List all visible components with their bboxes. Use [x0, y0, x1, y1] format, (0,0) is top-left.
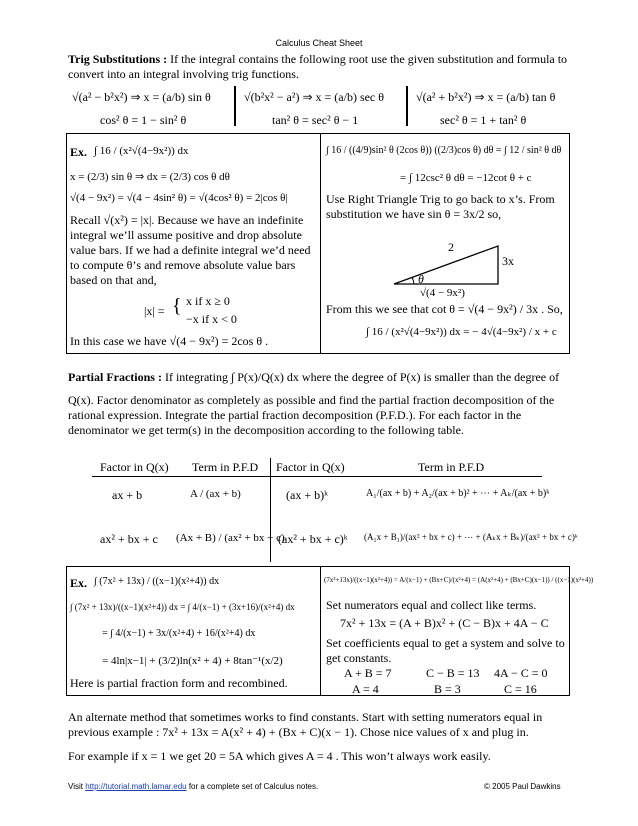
trig-sub-col3-identity: sec² θ = 1 + tan² θ	[440, 113, 527, 127]
ex2-label: Ex.	[70, 576, 88, 590]
pf-table-r1c3: (ax + b)ᵏ	[286, 488, 328, 502]
trig-sub-divider-2	[406, 86, 408, 126]
pf-table-r2c3: (ax² + bx + c)ᵏ	[278, 532, 348, 546]
ex1-integral: ∫ 16 / (x²√(4−9x²)) dx	[94, 145, 189, 157]
triangle-adjacent-label: √(4 − 9x²)	[420, 287, 465, 299]
ex2-coefficients-text: Set coefficients equal to get a system and solve to get constants.	[326, 636, 565, 665]
pf-table-header-1: Factor in Q(x)	[100, 460, 169, 474]
pf-table-r1c2: A / (ax + b)	[190, 488, 241, 500]
pf-table-divider	[270, 458, 271, 562]
alt-example-text: For example if x = 1 we get 20 = 5A which gives A = 4 . This won’t always work easily.	[68, 749, 491, 763]
trig-sub-divider-1	[234, 86, 236, 126]
alt-method-text: An alternate method that sometimes works to find constants. Start with setting numerators equal in previous example : 7x² + 13x = A(x² + 4) + (Bx + C)(x − 1). Chose nice values of x and plug in.	[68, 710, 543, 739]
ex2-step-2: = ∫ 4/(x−1) + 3x/(x²+4) + 16/(x²+4) dx	[102, 628, 256, 639]
trig-sub-heading: Trig Substitutions :	[68, 52, 168, 66]
footer-visit	[68, 782, 318, 791]
pf-example-divider	[320, 566, 321, 696]
pf-table-r2c2: (Ax + B) / (ax² + bx + c)	[176, 532, 285, 544]
trig-sub-col2-identity: tan² θ = sec² θ − 1	[272, 113, 359, 127]
trig-sub-col1-identity: cos² θ = 1 − sin² θ	[100, 113, 187, 127]
trig-example-divider	[320, 133, 321, 354]
ex1-conclusion: In this case we have √(4 − 9x²) = 2cos θ .	[70, 334, 269, 348]
ex2-integral: ∫ (7x² + 13x) / ((x−1)(x²+4)) dx	[94, 576, 220, 587]
trig-sub-intro	[68, 52, 568, 82]
ex2-value-a: A = 4	[352, 682, 379, 696]
footer-copyright: © 2005 Paul Dawkins	[484, 782, 561, 791]
footer-visit-label: Visit	[68, 782, 83, 791]
pf-table-r1c1: ax + b	[112, 488, 143, 502]
triangle-opposite-label: 3x	[502, 254, 514, 268]
ex1-right-text: Use Right Triangle Trig to go back to x’s. From substitution we have sin θ = 3x/2 so,	[326, 192, 555, 221]
ex2-pfd-form: (7x²+13x)/((x−1)(x²+4)) = A/(x−1) + (Bx+C)/(x²+4) = (A(x²+4) + (Bx+C)(x−1)) / ((x−1)(x²+4))	[324, 576, 594, 584]
trig-sub-col1-sub: √(a² − b²x²) ⇒ x = (a/b) sin θ	[72, 90, 211, 104]
ex1-label: Ex.	[70, 145, 88, 159]
ex1-right-step-2: = ∫ 12csc² θ dθ = −12cot θ + c	[400, 172, 532, 184]
ex2-value-c: C = 16	[504, 682, 537, 696]
ex1-substitution: x = (2/3) sin θ ⇒ dx = (2/3) cos θ dθ	[70, 171, 230, 183]
triangle-angle-label: θ	[418, 272, 424, 286]
ex1-abs-brace: {	[172, 295, 182, 317]
footer-link[interactable]: http://tutorial.math.lamar.edu	[85, 782, 187, 791]
trig-sub-col3-sub: √(a² + b²x²) ⇒ x = (a/b) tan θ	[416, 90, 556, 104]
pf-intro-1	[68, 370, 568, 385]
ex2-system-1: A + B = 7	[344, 666, 392, 680]
ex2-system-2: C − B = 13	[426, 666, 480, 680]
ex1-right-step-1: ∫ 16 / ((4/9)sin² θ (2cos θ)) ((2/3)cos θ) dθ = ∫ 12 / sin² θ dθ	[326, 145, 562, 156]
trig-sub-col2-sub: √(b²x² − a²) ⇒ x = (a/b) sec θ	[244, 90, 385, 104]
pf-table-r2c1: ax² + bx + c	[100, 532, 158, 546]
ex2-value-b: B = 3	[434, 682, 461, 696]
pf-intro-1-text: If integrating ∫ P(x)/Q(x) dx where the degree of P(x) is smaller than the degree of	[164, 370, 560, 384]
ex1-root-simplify: √(4 − 9x²) = √(4 − 4sin² θ) = √(4cos² θ) = 2|cos θ|	[70, 192, 288, 204]
triangle-hypotenuse-label: 2	[448, 240, 454, 254]
trig-sub-intro-text: If the integral contains the following root use the given substitution and formula to convert into an integral involving trig functions.	[68, 52, 568, 81]
ex1-right-result: ∫ 16 / (x²√(4−9x²)) dx = − 4√(4−9x²) / x + c	[366, 326, 557, 338]
ex1-right-cot: From this we see that cot θ = √(4 − 9x²) / 3x . So,	[326, 302, 563, 316]
ex2-step-1: ∫ (7x² + 13x)/((x−1)(x²+4)) dx = ∫ 4/(x−1) + (3x+16)/(x²+4) dx	[70, 602, 295, 612]
ex1-abs-case-2: −x if x < 0	[186, 312, 237, 326]
pf-table-r1c4: A₁/(ax + b) + A₂/(ax + b)² + ⋯ + Aₖ/(ax + b)ᵏ	[366, 488, 550, 499]
triangle-shape	[394, 246, 498, 284]
pf-heading: Partial Fractions :	[68, 370, 162, 384]
page-header: Calculus Cheat Sheet	[275, 38, 363, 48]
ex1-recall-text: Recall √(x²) = |x|. Because we have an indefinite integral we’ll assume positive and drop absolute value bars. If we had a definite integral we’d need to compute θ’s and remove absolute value bars based on that and,	[70, 213, 311, 287]
ex2-step-4: Here is partial fraction form and recombined.	[70, 676, 288, 690]
ex1-abs-lhs: |x| =	[144, 304, 165, 318]
pf-table-header-2: Term in P.F.D	[192, 460, 259, 474]
ex2-system-3: 4A − C = 0	[494, 666, 548, 680]
ex2-step-3: = 4ln|x−1| + (3/2)ln(x² + 4) + 8tan⁻¹(x/2)	[102, 655, 283, 667]
pf-intro-2: Q(x). Factor denominator as completely as possible and find the partial fraction decomposition of the rational expression. Integrate the partial fraction decomposition (P.F.D.). For each factor in the denominator we get term(s) in the decomposition according to the following table.	[68, 393, 555, 437]
angle-arc	[412, 277, 414, 284]
footer-rest: for a complete set of Calculus notes.	[188, 782, 319, 791]
ex2-numerators-text: Set numerators equal and collect like terms.	[326, 598, 537, 612]
pf-table-r2c4: (A₁x + B₁)/(ax² + bx + c) + ⋯ + (Aₖx + Bₖ)/(ax² + bx + c)ᵏ	[364, 532, 578, 542]
pf-table-header-3: Factor in Q(x)	[276, 460, 345, 474]
pf-table-header-4: Term in P.F.D	[418, 460, 485, 474]
pf-table-header-rule	[92, 476, 542, 477]
ex2-collected: 7x² + 13x = (A + B)x² + (C − B)x + 4A − C	[340, 616, 549, 630]
ex1-abs-case-1: x if x ≥ 0	[186, 294, 230, 308]
